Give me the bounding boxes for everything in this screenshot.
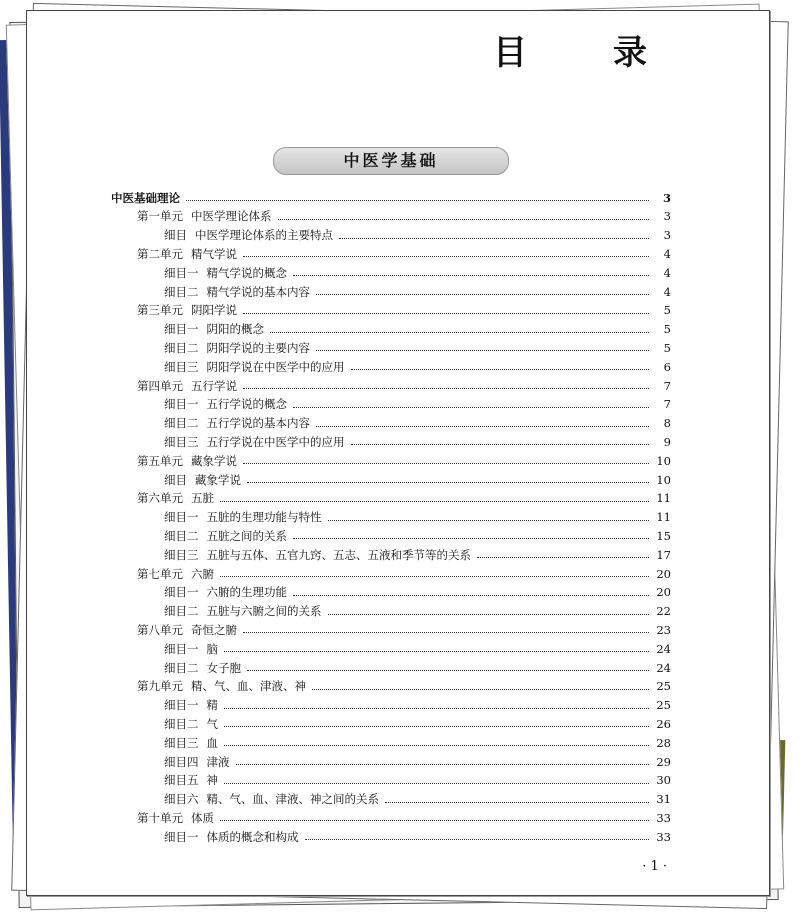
toc-entry-page: 6 — [663, 359, 671, 374]
toc-entry[interactable] — [164, 545, 671, 564]
toc-entry-number: 第三单元 — [137, 303, 183, 318]
toc-entry-title: 气 — [206, 716, 218, 731]
toc-entry-label — [137, 302, 237, 318]
toc-entry-label — [137, 208, 272, 224]
toc-entry-number: 细目二 — [164, 416, 199, 431]
toc-entry-title: 血 — [206, 735, 218, 750]
dot-leader — [339, 238, 649, 239]
toc-entry-number: 细目二 — [164, 284, 199, 299]
toc-entry-page: 11 — [656, 510, 671, 525]
dot-leader — [247, 482, 649, 483]
dot-leader — [220, 576, 649, 577]
dot-leader — [243, 463, 649, 464]
toc-entry[interactable] — [164, 432, 671, 451]
toc-entry[interactable] — [164, 583, 671, 602]
toc-entry-label — [164, 265, 287, 281]
toc-entry-number: 细目二 — [164, 660, 199, 675]
toc-entry-page: 28 — [656, 735, 671, 750]
toc-entry-page: 7 — [663, 378, 671, 393]
toc-entry-page: 8 — [663, 416, 671, 431]
toc-entry-title: 五脏 — [191, 491, 214, 506]
toc-entry-page: 24 — [656, 641, 671, 656]
toc-entry-page: 26 — [656, 716, 671, 731]
toc-entry-title: 精、气、血、津液、神 — [191, 679, 306, 694]
dot-leader — [220, 820, 649, 821]
dot-leader — [351, 369, 650, 370]
toc-entry-page: 4 — [663, 246, 671, 261]
toc-entry[interactable] — [164, 714, 671, 733]
toc-entry-label — [164, 284, 310, 300]
toc-entry-label — [164, 472, 241, 488]
toc-entry-label — [137, 678, 306, 694]
toc-entry[interactable] — [164, 226, 671, 245]
toc-entry[interactable] — [164, 338, 671, 357]
dot-leader — [385, 802, 649, 803]
toc-entry[interactable] — [164, 752, 671, 771]
toc-entry-number: 第二单元 — [137, 246, 183, 261]
dot-leader — [224, 783, 649, 784]
toc-entry-page: 7 — [663, 397, 671, 412]
toc-entry-label — [164, 359, 345, 375]
toc-entry[interactable] — [164, 771, 671, 790]
toc-entry-title: 阴阳学说的主要内容 — [206, 340, 310, 355]
toc-entry-label — [164, 547, 471, 563]
toc-entry-label — [164, 340, 310, 356]
toc-entry-label — [164, 716, 218, 732]
toc-entry-number: 细目二 — [164, 716, 199, 731]
dot-leader — [305, 839, 650, 840]
toc-entry-title: 脑 — [206, 641, 218, 656]
toc-entry-number: 细目二 — [164, 340, 199, 355]
toc-entry-label — [137, 622, 237, 638]
toc-entry-page: 20 — [656, 585, 671, 600]
toc-entry-page: 3 — [663, 228, 671, 243]
toc-entry[interactable] — [137, 451, 671, 470]
toc-entry-title: 五行学说的概念 — [206, 397, 287, 412]
toc-entry-title: 奇恒之腑 — [191, 622, 237, 637]
toc-entry-page: 17 — [656, 547, 671, 562]
toc-entry-label — [164, 772, 218, 788]
toc-entry[interactable] — [164, 470, 671, 489]
dot-leader — [243, 256, 649, 257]
toc-entry-number: 细目二 — [164, 604, 199, 619]
toc-entry-number: 第六单元 — [137, 491, 183, 506]
toc-entry-title: 五行学说的基本内容 — [206, 416, 310, 431]
dot-leader — [220, 501, 649, 502]
toc-entry-label — [164, 754, 230, 770]
toc-entry-label — [137, 490, 214, 506]
dot-leader — [316, 294, 649, 295]
toc-entry[interactable] — [164, 526, 671, 545]
toc-entry-page: 4 — [663, 265, 671, 280]
toc-entry-label — [164, 434, 345, 450]
toc-entry-label — [164, 227, 333, 243]
toc-entry[interactable] — [164, 790, 671, 809]
toc-entry-number: 细目一 — [164, 829, 199, 844]
toc-entry[interactable] — [164, 320, 671, 339]
toc-entry-page: 11 — [656, 491, 671, 506]
toc-entry-number: 细目 — [164, 472, 187, 487]
toc-entry-page: 5 — [663, 303, 671, 318]
toc-entry-number: 细目三 — [164, 547, 199, 562]
toc-entry-page: 3 — [662, 190, 671, 205]
toc-entry-title: 藏象学说 — [195, 472, 241, 487]
toc-entry-label — [111, 190, 180, 206]
dot-leader — [312, 689, 649, 690]
toc-entry-title: 精气学说的概念 — [206, 265, 287, 280]
toc-entry-number: 细目一 — [164, 585, 199, 600]
page-title: 目 录 — [493, 33, 673, 73]
toc-entry-number: 细目三 — [164, 735, 199, 750]
toc-entry-number: 细目一 — [164, 510, 199, 525]
toc-entry-title: 五脏的生理功能与特性 — [206, 510, 322, 525]
toc-entry[interactable] — [164, 508, 671, 527]
dot-leader — [477, 557, 649, 558]
toc-entry-number: 第八单元 — [137, 622, 183, 637]
toc-entry-page: 10 — [656, 453, 671, 468]
toc-entry-page: 10 — [656, 472, 671, 487]
toc-entry-title: 中医学理论体系的主要特点 — [195, 228, 333, 243]
toc-entry-title: 津液 — [206, 754, 230, 769]
toc-entry-number: 细目三 — [164, 434, 199, 449]
toc-entry-title: 中医学理论体系 — [191, 209, 272, 224]
toc-entry[interactable] — [164, 639, 671, 658]
toc-entry-label — [137, 566, 214, 582]
toc-entry-number: 第一单元 — [137, 209, 183, 224]
dot-leader — [293, 538, 649, 539]
toc-entry[interactable] — [164, 357, 671, 376]
toc-entry-title: 神 — [206, 773, 218, 788]
toc-entry-label — [164, 415, 310, 431]
toc-entry-page: 24 — [656, 660, 671, 675]
toc-entry-title: 精 — [206, 698, 218, 713]
toc-entry-number: 细目四 — [164, 754, 199, 769]
toc-entry[interactable] — [164, 395, 671, 414]
toc-entry-title: 体质 — [191, 810, 214, 825]
dot-leader — [316, 426, 649, 427]
toc-entry-title: 阴阳学说 — [191, 303, 237, 318]
toc-entry-label — [164, 509, 322, 525]
toc-entry-label — [164, 829, 299, 845]
toc-entry-page: 4 — [663, 284, 671, 299]
toc-entry[interactable] — [137, 808, 671, 827]
toc-entry-page: 33 — [656, 810, 671, 825]
dot-leader — [243, 632, 649, 633]
toc-entry-title: 中医基础理论 — [111, 190, 180, 205]
toc-entry-number: 细目六 — [164, 792, 199, 807]
toc-entry-number: 第七单元 — [137, 566, 183, 581]
toc-entry-number: 细目一 — [164, 322, 199, 337]
toc-entry-title: 五脏与六腑之间的关系 — [206, 604, 322, 619]
toc-entry-label — [164, 641, 218, 657]
toc-entry-label — [164, 791, 379, 807]
toc-entry-label — [164, 321, 264, 337]
toc-entry-page: 9 — [663, 434, 671, 449]
dot-leader — [224, 726, 649, 727]
dot-leader — [270, 332, 649, 333]
toc-entry-title: 女子胞 — [206, 660, 241, 675]
dot-leader — [278, 219, 650, 220]
toc-entry-title: 精气学说 — [191, 246, 237, 261]
toc-entry-title: 六腑 — [191, 566, 214, 581]
toc-entry[interactable] — [164, 658, 671, 677]
toc-entry-number: 细目三 — [164, 359, 199, 374]
toc-entry[interactable] — [137, 564, 671, 583]
toc-entry[interactable] — [137, 489, 671, 508]
toc-entry-page: 25 — [656, 698, 671, 713]
toc-entry[interactable] — [164, 263, 671, 282]
toc-entry-page: 15 — [656, 528, 671, 543]
toc-entry-label — [164, 584, 287, 600]
toc-entry-number: 第九单元 — [137, 679, 183, 694]
toc-entry-page: 29 — [656, 754, 671, 769]
page-number: · 1 · — [642, 859, 667, 874]
toc-entry[interactable] — [164, 282, 671, 301]
toc-entry-label — [137, 246, 237, 262]
toc-entry-label — [137, 378, 237, 394]
dot-leader — [293, 407, 649, 408]
toc-entry-page: 5 — [663, 322, 671, 337]
toc-entry-page: 3 — [663, 209, 671, 224]
dot-leader — [293, 595, 649, 596]
toc-entry-title: 五脏与五体、五官九窍、五志、五液和季节等的关系 — [206, 547, 471, 562]
toc-entry-page: 20 — [656, 566, 671, 581]
toc-entry-label — [137, 810, 214, 826]
toc-entry-title: 精气学说的基本内容 — [206, 284, 310, 299]
toc-entry-label — [164, 660, 241, 676]
toc-entry[interactable] — [111, 188, 671, 207]
toc-entry-label — [164, 697, 218, 713]
toc-entry-number: 第四单元 — [137, 378, 183, 393]
toc-entry-title: 阴阳学说在中医学中的应用 — [206, 359, 345, 374]
toc-entry-title: 五行学说 — [191, 378, 237, 393]
toc-entry-label — [164, 396, 287, 412]
dot-leader — [236, 764, 650, 765]
toc-entry-page: 25 — [656, 679, 671, 694]
section-banner: 中医学基础 — [273, 147, 509, 175]
toc-entry-title: 藏象学说 — [191, 453, 237, 468]
toc-entry-number: 细目一 — [164, 641, 199, 656]
document-page — [26, 10, 770, 896]
toc-entry-page: 23 — [656, 622, 671, 637]
toc-entry-page: 31 — [656, 792, 671, 807]
dot-leader — [186, 200, 649, 201]
dot-leader — [224, 745, 649, 746]
toc-entry-number: 细目二 — [164, 528, 199, 543]
toc-entry[interactable] — [164, 827, 671, 846]
toc-entry-page: 5 — [663, 340, 671, 355]
toc-entry-title: 五脏之间的关系 — [206, 528, 287, 543]
toc-entry-title: 体质的概念和构成 — [206, 829, 299, 844]
toc-entry-number: 第十单元 — [137, 810, 183, 825]
toc-entry[interactable] — [137, 677, 671, 696]
toc-entry[interactable] — [164, 602, 671, 621]
dot-leader — [247, 670, 649, 671]
toc-entry[interactable] — [137, 301, 671, 320]
toc-entry-number: 细目 — [164, 228, 187, 243]
dot-leader — [316, 350, 649, 351]
toc-entry-number: 细目一 — [164, 698, 199, 713]
dot-leader — [328, 614, 650, 615]
dot-leader — [243, 388, 649, 389]
toc-entry-title: 精、气、血、津液、神之间的关系 — [206, 792, 379, 807]
toc-entry-page: 30 — [656, 773, 671, 788]
dot-leader — [224, 651, 649, 652]
toc-entry-label — [164, 528, 287, 544]
toc-entry-title: 阴阳的概念 — [206, 322, 264, 337]
toc-entry-page: 22 — [656, 604, 671, 619]
toc-entry[interactable] — [164, 696, 671, 715]
toc-entry-label — [164, 735, 218, 751]
toc-entry-title: 五行学说在中医学中的应用 — [206, 434, 345, 449]
dot-leader — [293, 275, 649, 276]
toc-entry[interactable] — [137, 207, 671, 226]
toc-entry[interactable] — [164, 733, 671, 752]
dot-leader — [351, 444, 650, 445]
toc-entry-number: 细目一 — [164, 265, 199, 280]
toc-entry-label — [137, 453, 237, 469]
toc-entry[interactable] — [137, 376, 671, 395]
toc-entry-label — [164, 603, 322, 619]
dot-leader — [243, 313, 649, 314]
toc-entry[interactable] — [137, 244, 671, 263]
toc-entry-number: 第五单元 — [137, 453, 183, 468]
toc-entry[interactable] — [164, 414, 671, 433]
toc-entry-number: 细目一 — [164, 397, 199, 412]
toc-entry-page: 33 — [656, 829, 671, 844]
toc-entry-title: 六腑的生理功能 — [206, 585, 287, 600]
toc-entry-number: 细目五 — [164, 773, 199, 788]
dot-leader — [328, 520, 650, 521]
toc-entry[interactable] — [137, 620, 671, 639]
dot-leader — [224, 708, 649, 709]
